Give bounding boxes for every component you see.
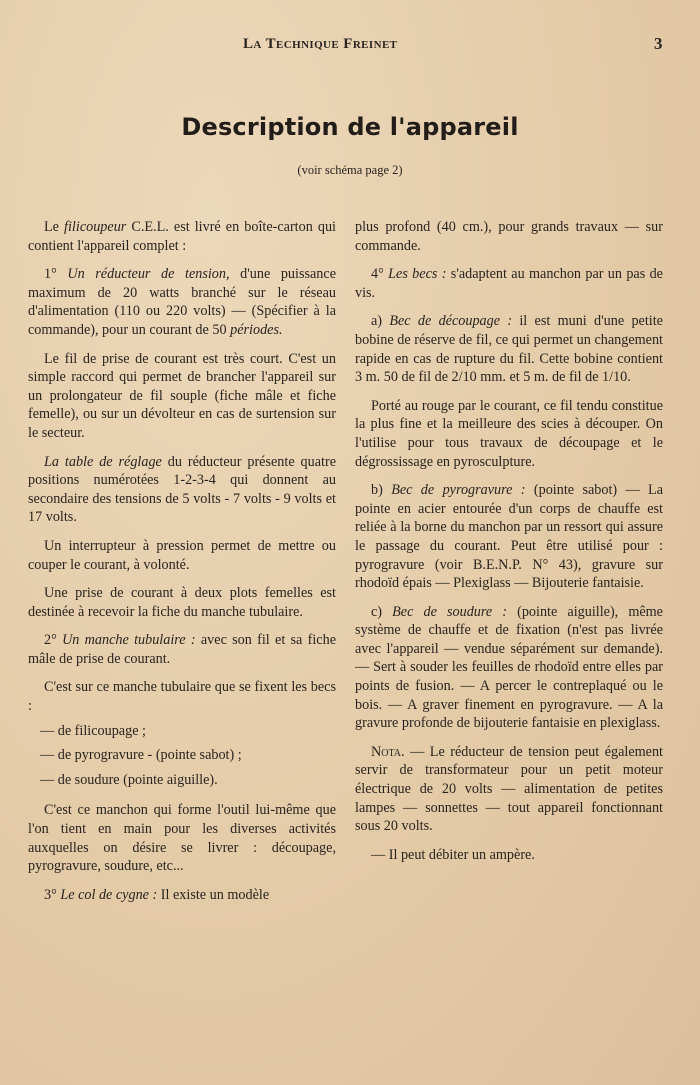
paragraph: c) Bec de soudure : (pointe aiguille), même système de chauffe et de fixation (n'est pas livrée avec l'appareil — vendue séparément sur demande). — Sert à souder les feuilles de rhodoïd entre elles par points de fusion. — A percer le contreplaqué ou le bois. — A graver finement en pyrogravure. — A la gravure profonde de bijouterie fantaisie en plexiglass. (355, 603, 663, 732)
page-subtitle: (voir schéma page 2) (297, 163, 403, 177)
paragraph: Le filicoupeur C.E.L. est livré en boîte-carton qui contient l'appareil complet : (28, 219, 336, 254)
paragraph: 4° Les becs : s'adaptent au manchon par un pas de vis. (355, 266, 663, 301)
paragraph: C'est sur ce manche tubulaire que se fixent les becs : (28, 679, 336, 715)
paragraph: La table de réglage du réducteur présente quatre positions numérotées 1-2-3-4 qui donnent au secondaire des tensions de 5 volts - 7 volts - 9 volts et 17 volts. (28, 453, 336, 526)
paragraph: Le fil de prise de courant est très court. C'est un simple raccord qui permet de brancher l'appareil sur un prolongateur de fil souple (fiche mâle et fiche femelle), ou sur un dévolteur en cas de surtension sur le secteur. (28, 350, 336, 441)
paragraph: Nota. — Le réducteur de tension peut également servir de transformateur pour un petit moteur électrique de 20 volts — alimentation de petites lampes — sonnettes — tout appareil fonctionnant sous 20 volts. (355, 743, 663, 835)
paragraph: Une prise de courant à deux plots femelles est destinée à recevoir la fiche du manche tubulaire. (28, 585, 336, 620)
paragraph: Un interrupteur à pression permet de mettre ou couper le courant, à volonté. (28, 537, 336, 573)
page-title: Description de l'appareil (181, 113, 519, 141)
paragraph: 2° Un manche tubulaire : avec son fil et sa fiche mâle de prise de courant. (28, 632, 336, 667)
paragraph: b) Bec de pyrogravure : (pointe sabot) — La pointe en acier entourée d'un corps de chauffe est reliée à la borne du manchon par un ressort qui assure le passage du courant. Peut être utilisé pour : pyrogravure (voir B.E.N.P. N° 43), gravure sur rhodoïd épais — Plexiglass — Bijouterie fantaisie. (355, 482, 663, 592)
paragraph: a) Bec de découpage : il est muni d'une petite bobine de réserve de fil, ce qui permet un changement rapide en cas de rupture du fil. Cette bobine contient 3 m. 50 de fil de 2/10 mm. et 5 m. de fil de 1/10. (355, 313, 663, 386)
running-title: La Technique Freinet (243, 36, 398, 52)
paragraph: 1° Un réducteur de tension, d'une puissance maximum de 20 watts branché sur le réseau d'alimentation (110 ou 220 volts) — (Spécifier à la commande), pour un courant de 50 périodes. (28, 266, 336, 338)
page-header (0, 34, 700, 58)
list-item: — de filicoupage ; (40, 722, 146, 739)
page-number: 3 (654, 34, 663, 53)
list-item: — de pyrogravure - (pointe sabot) ; (40, 747, 242, 764)
paragraph: 3° Le col de cygne : Il existe un modèle (44, 886, 270, 903)
paragraph: Porté au rouge par le courant, ce fil tendu constitue la plus fine et la meilleure des scies à découper. On l'utilise pour tous travaux de découpage et le dégrossissage en pyrosculpture. (355, 397, 663, 470)
list-item: — de soudure (pointe aiguille). (40, 771, 218, 788)
paragraph: plus profond (40 cm.), pour grands travaux — sur commande. (355, 219, 663, 254)
paragraph: C'est ce manchon qui forme l'outil lui-même que l'on tient en main pour les diverses activités auxquelles on désire se livrer : découpage, pyrogravure, soudure, etc... (28, 802, 336, 875)
paragraph: — Il peut débiter un ampère. (371, 846, 535, 863)
right-column (355, 218, 663, 874)
left-column (28, 218, 336, 914)
